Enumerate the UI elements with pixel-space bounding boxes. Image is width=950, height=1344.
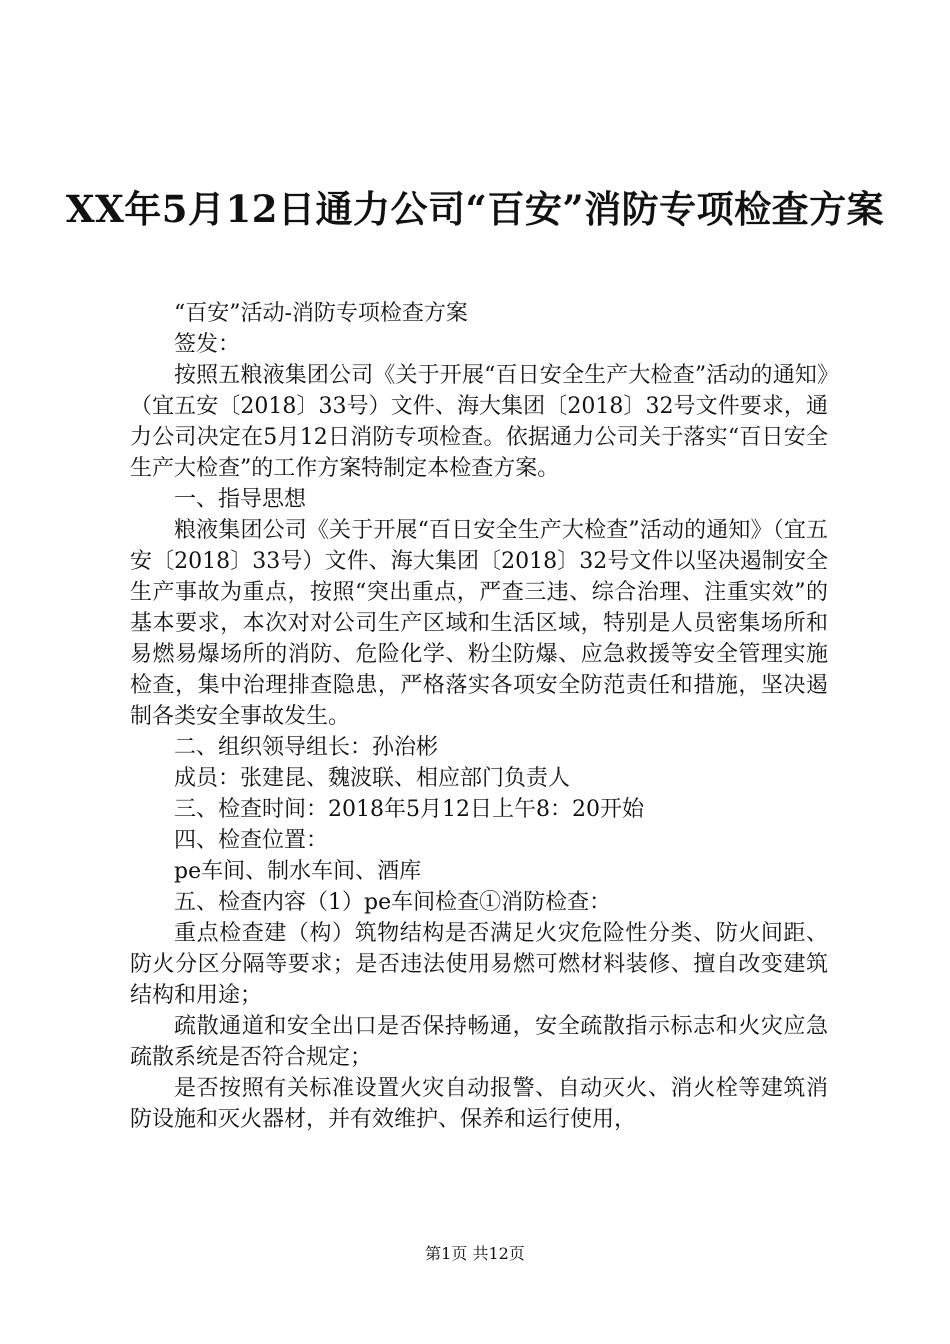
document-body (130, 298, 828, 1135)
paragraph: “百安”活动-消防专项检查方案 (174, 301, 468, 326)
paragraph: 签发： (174, 332, 241, 357)
paragraph: 粮液集团公司《关于开展“百日安全生产大检查”活动的通知》（宜五安〔2018〕33号）文件、海大集团〔2018〕32号文件以坚决遏制安全生产事故为重点，按照“突出重点，严查三违、综合治理、注重实效”的基本要求，本次对对公司生产区域和生活区域，特别是人员密集场所和易燃易爆场所的消防、危险化学、粉尘防爆、应急救援等安全管理实施检查，集中治理排查隐患，严格落实各项安全防范责任和措施，坚决遏制各类安全事故发生。 (130, 518, 828, 729)
section-heading: 五、检查内容（1）pe车间检查①消防检查： (174, 890, 612, 915)
paragraph: 成员：张建昆、魏波联、相应部门负责人 (174, 766, 571, 791)
paragraph: pe车间、制水车间、酒库 (174, 859, 422, 884)
page-footer: 第1页 共12页 (425, 1244, 525, 1263)
document-title: XX年5月12日通力公司“百安”消防专项检查方案 (65, 187, 885, 231)
paragraph: 重点检查建（构）筑物结构是否满足火灾危险性分类、防火间距、防火分区分隔等要求；是否违法使用易燃可燃材料装修、擅自改变建筑结构和用途； (130, 921, 828, 1008)
paragraph: 按照五粮液集团公司《关于开展“百日安全生产大检查”活动的通知》（宜五安〔2018〕33号）文件、海大集团〔2018〕32号文件要求，通力公司决定在5月12日消防专项检查。依据通力公司关于落实“百日安全生产大检查”的工作方案特制定本检查方案。 (130, 363, 828, 481)
paragraph: 是否按照有关标准设置火灾自动报警、自动灭火、消火栓等建筑消防设施和灭火器材，并有效维护、保养和运行使用， (130, 1076, 828, 1132)
section-heading: 三、检查时间：2018年5月12日上午8：20开始 (174, 797, 644, 822)
section-heading: 二、组织领导组长：孙治彬 (174, 735, 439, 760)
paragraph: 疏散通道和安全出口是否保持畅通，安全疏散指示标志和火灾应急疏散系统是否符合规定； (130, 1014, 828, 1070)
section-heading: 一、指导思想 (174, 487, 307, 512)
section-heading: 四、检查位置： (174, 828, 329, 853)
